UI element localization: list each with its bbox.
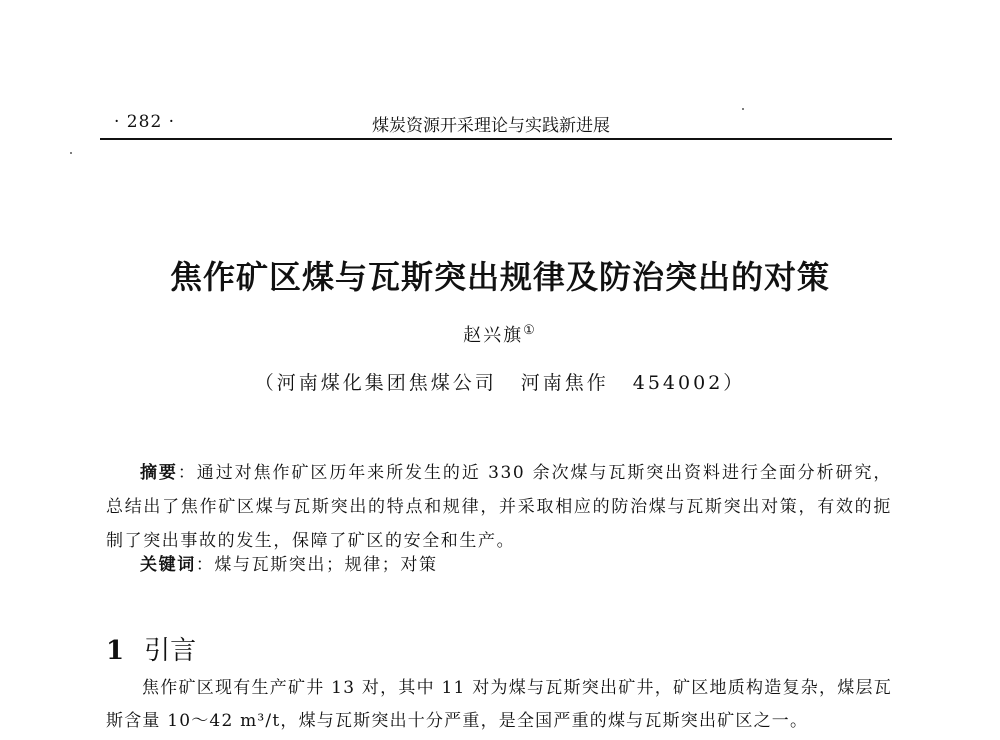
section-heading: [106, 630, 196, 667]
author-footnote-mark: ①: [523, 323, 537, 338]
abstract: [106, 456, 892, 558]
body-paragraph: 焦作矿区现有生产矿井 13 对，其中 11 对为煤与瓦斯突出矿井，矿区地质构造复杂，煤层瓦斯含量 10～42 m³/t，煤与瓦斯突出十分严重，是全国严重的煤与瓦斯突出矿区之一。: [106, 678, 892, 731]
journal-title: 煤炭资源开采理论与实践新进展: [372, 116, 610, 136]
section-number: 1: [106, 636, 125, 666]
affiliation-org: （河南煤化集团焦煤公司: [254, 372, 497, 394]
keywords-label: 关键词: [140, 555, 196, 575]
author-name: 赵兴旗: [463, 325, 524, 346]
section-title: 引言: [144, 636, 197, 666]
affiliation-place: 河南焦作: [520, 372, 609, 394]
scan-speck: [70, 152, 72, 154]
scan-speck: [742, 108, 744, 110]
running-header: [100, 108, 892, 140]
keywords-text: ：煤与瓦斯突出；规律；对策: [195, 555, 438, 575]
paper-title: 焦作矿区煤与瓦斯突出规律及防治突出的对策: [169, 258, 830, 296]
author-line: [0, 321, 1000, 347]
abstract-text: ：通过对焦作矿区历年来所发生的近 330 余次煤与瓦斯突出资料进行全面分析研究，总结出了焦作矿区煤与瓦斯突出的特点和规律，并采取相应的防治煤与瓦斯突出对策，有效的扼制了突出事故的发生，保障了矿区的安全和生产。: [106, 463, 893, 551]
affiliation-postcode: 454002）: [632, 372, 746, 394]
affiliation: [0, 368, 1000, 395]
page-number: · 282 ·: [114, 112, 176, 132]
keywords: [140, 550, 890, 575]
abstract-label: 摘要: [140, 463, 178, 483]
